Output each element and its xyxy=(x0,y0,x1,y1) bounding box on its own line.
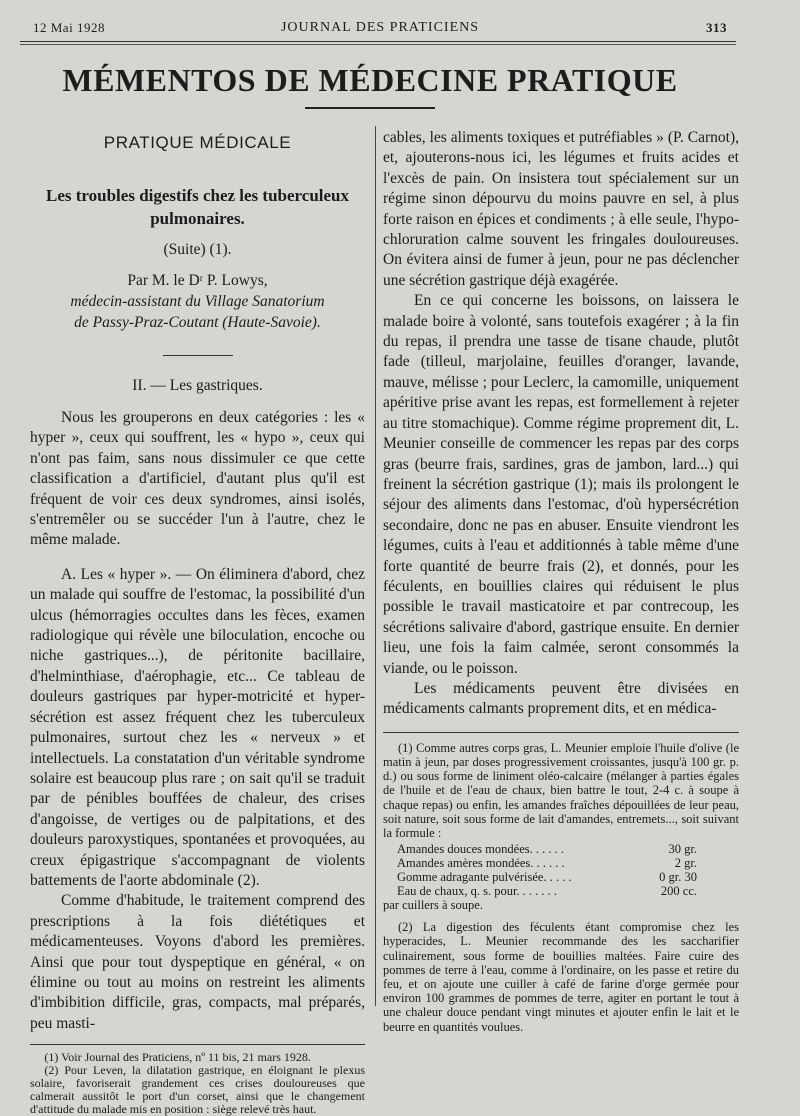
recipe-amount: 30 gr. xyxy=(668,842,697,857)
paragraph: Comme d'habitude, le traitement comprend des prescriptions à la fois diététiques et médicamenteuses. Voyons d'abord les premières. Ainsi que pour tout dyspeptique en général, « on élimine ou tout au moins on restreint les aliments d'imbibition difficile, gras, compacts, mal préparés, peu masti- xyxy=(30,892,365,1032)
recipe-item: Amandes douces mondées. . . . . . xyxy=(397,842,564,857)
author-affiliation-location: de Passy-Praz-Coutant (Haute-Savoie). xyxy=(74,314,321,331)
recipe-amount: 200 cc. xyxy=(660,884,697,899)
section-title: PRATIQUE MÉDICALE xyxy=(103,133,292,152)
author-affiliation: médecin-assistant du Village Sanatorium xyxy=(70,293,325,310)
paragraph: Les médicaments peuvent être divisées en médicaments calmants proprement dits, et en médica- xyxy=(383,679,739,718)
recipe-row xyxy=(397,884,697,898)
journal-name: JOURNAL DES PRATICIENS xyxy=(280,20,480,35)
header-rule-secondary xyxy=(20,44,736,45)
recipe-item: Eau de chaux, q. s. pour. . . . . . . xyxy=(397,884,558,899)
recipe-row xyxy=(397,842,697,856)
recipe-row xyxy=(397,870,697,884)
recipe-amount: 2 gr. xyxy=(674,856,697,871)
article-title: Les troubles digestifs chez les tuberculeux pulmonaires. xyxy=(46,186,349,228)
footnote: (1) Voir Journal des Praticiens, nº 11 bis, 21 mars 1928. xyxy=(44,1050,311,1065)
recipe-instruction: par cuillers à soupe. xyxy=(383,898,483,913)
section-rule xyxy=(163,355,233,356)
page-title: MÉMENTOS DE MÉDECINE PRATIQUE xyxy=(62,62,678,98)
article-author: Par M. le Dʳ P. Lowys, xyxy=(127,272,268,289)
header-rule xyxy=(20,41,736,42)
recipe-item: Gomme adragante pulvérisée. . . . . xyxy=(397,870,572,885)
footnote: (2) La digestion des féculents étant compromise chez les hyperacides, L. Meunier recommande des les saccharifier culinairement, sous forme de bouillies maltées. Faire cuire des pommes de terre à l'eau, comme à l'ordinaire, on les passe et retire du feu, et on ajoute une cuiller à café de farine d'orge germée pour environ 100 grammes de pommes de terre, agiter en portant le tout à une chaleur douce pendant vingt minutes et ajouter enfin le lait et le beurre en quantités voulues. xyxy=(383,920,739,1034)
paragraph: En ce qui concerne les boissons, on laissera le malade boire à volonté, sans toutefois exagérer ; à la fin du repas, il prendra une tasse de tisane chaude, plutôt fade (tilleul, marjolaine, feuilles d'oranger, lavande, mauve, mélisse ; pour Leclerc, la camomille, uniquement apéritive prise avant les repas, est formellement à rejeter au titre stomachique). Comme régime proprement dit, L. Meunier conseille de commencer les repas par des corps gras (beurre frais, sardines, gras de jambon, lard...) qui freinent la sécrétion gastrique (1); mais ils prolongent le séjour des aliments dans l'estomac, d'où hypersécrétion secondaire, donc ne pas en abuser. Ensuite viendront les légumes, cuits à l'eau et additionnés à table même d'une forte quantité de beurre frais (2), et donnés, pour les féculents, en bouillies claires qui réduisent le plus possible le travail masticatoire et par contrecoup, les sécrétions salivaire d'abord, gastrique ensuite. En dernier lieu, une fois la faim calmée, seront consommés la viande, ou le poisson. xyxy=(383,292,739,677)
recipe-item: Amandes amères mondées. . . . . . xyxy=(397,856,565,871)
paragraph: Nous les grouperons en deux catégories : les « hyper », ceux qui souffrent, les « hypo », ceux qui n'ont pas faim, sans nous dissimuler ce que cette classification a d'artificiel, d'autant plus qu'il est fréquent de voir ces deux syndromes, ainsi isolés, s'entremêler ou se succéder l'un à l'autre, chez le même malade. xyxy=(30,409,365,549)
title-rule xyxy=(305,107,435,109)
page-number: 313 xyxy=(706,20,727,35)
running-head xyxy=(33,20,727,40)
subheading: II. — Les gastriques. xyxy=(132,377,263,394)
footnote-rule xyxy=(383,732,739,733)
left-column xyxy=(30,128,365,1116)
paragraph: A. Les « hyper ». — On éliminera d'abord, chez un malade qui souffre de l'estomac, la possibilité d'un ulcus (hémorragies occultes dans les fèces, examen radiologique qui révèle une biloculation, encoche ou niche gastriques...), de péritonite bacillaire, d'helminthiase, d'aérophagie, etc... Ce tableau de douleurs gastriques par hyper-motricité et hyper-sécrétion est assez fréquent chez les tuberculeux pulmonaires, surtout chez les « nerveux » et intellectuels. La constatation d'un véritable syndrome solaire est beaucoup plus rare ; on sait qu'il se traduit par de pénibles bouffées de chaleur, des crises d'angoisse, de vertiges ou de palpitations, et des douleurs paroxystiques, spontanées et provoquées, au creux épigastrique s'accompagnant de violents battements de l'aorte abdominale (2). xyxy=(30,565,365,889)
column-divider xyxy=(375,126,376,1006)
footnote: (1) Comme autres corps gras, L. Meunier emploie l'huile d'olive (le matin à jeun, par doses progressivement croissantes, jusqu'à 100 gr. p. d.) ou sous forme de liniment oléo-calcaire (mélanger à parties égales de l'huile et de l'eau de chaux, bien battre le tout, 2-4 c. à soupe à chaque repas) ou enfin, les amandes fraîches dépouillées de leur peau, soit nature, soit sous forme de lait d'amandes, entremets..., soit suivant la formule : xyxy=(383,740,739,840)
recipe-amount: 0 gr. 30 xyxy=(659,870,697,885)
recipe-table xyxy=(397,842,697,898)
footnote: (2) Pour Leven, la dilatation gastrique, en éloignant le plexus solaire, favoriserait grandement ces crises douloureuses que calmerait aussitôt le port d'un corset, ainsi que le changement d'attitude du malade mis en position : siège relevé très haut. xyxy=(30,1063,365,1116)
article-suite: (Suite) (1). xyxy=(163,241,232,258)
paragraph: cables, les aliments toxiques et putréfiables » (P. Carnot), et, ajouterons-nous ici, les légumes et fruits acides et l'excès de pain. On insistera tout spécialement sur un régime sinon dépourvu du moins pauvre en sel, à plus forte raison en épices et condiments ; à elle seule, l'hypo-chloruration calme souvent les fringales douloureuses. On évitera ainsi de fumer à jeun, pour ne pas déclencher une sécrétion gastrique déjà exagérée. xyxy=(383,129,739,289)
issue-date: 12 Mai 1928 xyxy=(33,20,105,35)
recipe-row xyxy=(397,856,697,870)
footnote-rule xyxy=(30,1044,365,1045)
right-column xyxy=(383,128,739,1034)
